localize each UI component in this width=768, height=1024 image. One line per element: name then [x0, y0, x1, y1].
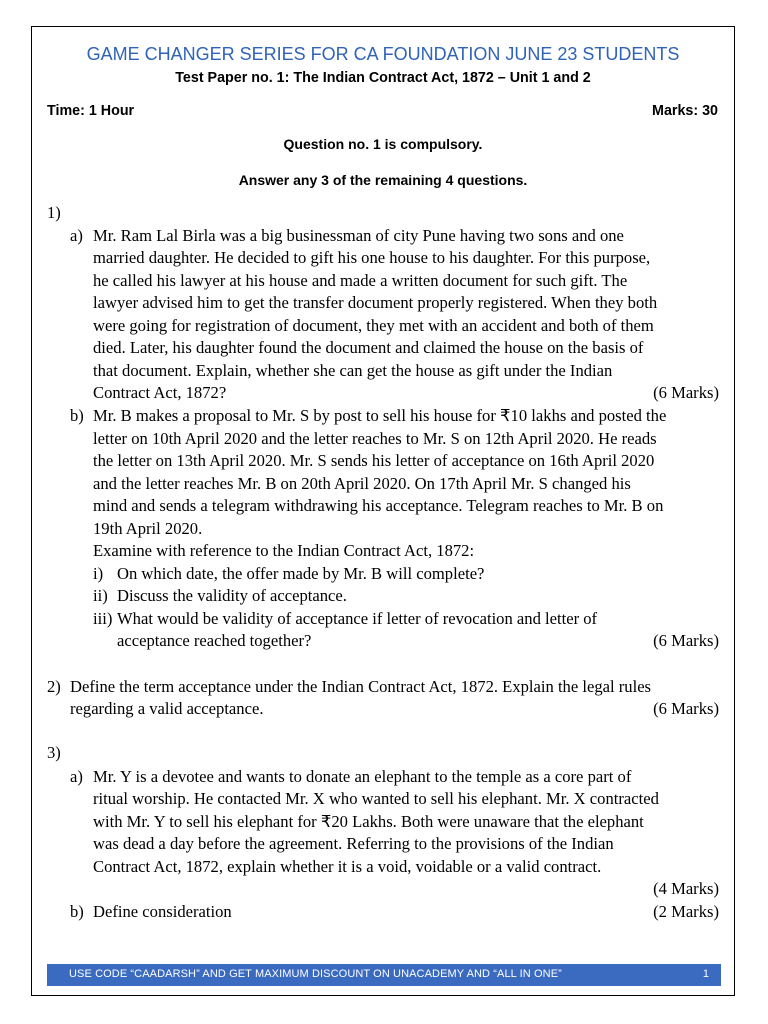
marks-allocation: (4 Marks)	[653, 879, 719, 898]
text-line: and the letter reaches Mr. B on 20th April 2020. On 17th April Mr. S changed his	[93, 474, 631, 493]
marks-allocation: (2 Marks)	[653, 902, 719, 921]
text-line: ritual worship. He contacted Mr. X who wanted to sell his elephant. Mr. X contracted	[93, 789, 659, 808]
marks-label: Marks: 30	[652, 103, 718, 119]
text-line: the letter on 13th April 2020. Mr. S sends his letter of acceptance on 16th April 2020	[93, 451, 655, 470]
footer-promo-text: USE CODE “CAADARSH” AND GET MAXIMUM DISCOUNT ON UNACADEMY AND “ALL IN ONE”	[69, 968, 562, 980]
sub-question-text: acceptance reached together?	[117, 631, 312, 650]
marks-allocation: (6 Marks)	[653, 699, 719, 718]
text-line: were going for registration of document, they met with an accident and both of them	[93, 316, 654, 335]
text-line: Define consideration	[93, 902, 232, 921]
text-line: Contract Act, 1872, explain whether it is a void, voidable or a valid contract.	[93, 857, 602, 876]
sub-question-text: On which date, the offer made by Mr. B will complete?	[117, 564, 485, 583]
text-line: Contract Act, 1872?	[93, 383, 227, 402]
instruction-answer-any: Answer any 3 of the remaining 4 questions.	[238, 172, 528, 188]
page-number: 1	[702, 968, 709, 980]
text-line: was dead a day before the agreement. Referring to the provisions of the Indian	[93, 834, 614, 853]
text-line: Examine with reference to the Indian Contract Act, 1872:	[93, 541, 475, 560]
instruction-compulsory: Question no. 1 is compulsory.	[283, 136, 483, 152]
text-line: Define the term acceptance under the Indian Contract Act, 1872. Explain the legal rules	[70, 677, 652, 696]
part-label: b)	[70, 902, 84, 921]
question-number: 1)	[47, 203, 61, 222]
text-line: with Mr. Y to sell his elephant for ₹20 Lakhs. Both were unaware that the elephant	[93, 812, 644, 831]
text-line: Mr. Ram Lal Birla was a big businessman of city Pune having two sons and one	[93, 226, 624, 245]
sub-question-text: What would be validity of acceptance if letter of revocation and letter of	[117, 609, 598, 628]
question-number: 3)	[47, 743, 61, 762]
text-line: that document. Explain, whether she can get the house as gift under the Indian	[93, 361, 613, 380]
text-line: died. Later, his daughter found the document and claimed the house on the basis of	[93, 338, 644, 357]
text-line: 19th April 2020.	[93, 519, 203, 538]
page-title: GAME CHANGER SERIES FOR CA FOUNDATION JUNE 23 STUDENTS	[86, 44, 680, 64]
text-line: married daughter. He decided to gift his one house to his daughter. For this purpose,	[93, 248, 651, 267]
marks-allocation: (6 Marks)	[653, 383, 719, 402]
sub-label: ii)	[93, 586, 108, 605]
text-line: Mr. Y is a devotee and wants to donate an elephant to the temple as a core part of	[93, 767, 632, 786]
text-line: regarding a valid acceptance.	[70, 699, 264, 718]
time-label: Time: 1 Hour	[47, 103, 135, 119]
text-line: he called his lawyer at his house and made a written document for such gift. The	[93, 271, 628, 290]
part-label: b)	[70, 406, 84, 425]
page-subtitle: Test Paper no. 1: The Indian Contract Act, 1872 – Unit 1 and 2	[175, 70, 591, 86]
text-line: letter on 10th April 2020 and the letter reaches to Mr. S on 12th April 2020. He reads	[93, 429, 657, 448]
text-line: mind and sends a telegram withdrawing his acceptance. Telegram reaches to Mr. B on	[93, 496, 664, 515]
footer-banner	[47, 964, 721, 986]
marks-allocation: (6 Marks)	[653, 631, 719, 650]
sub-label: i)	[93, 564, 104, 583]
part-label: a)	[70, 226, 83, 245]
question-number: 2)	[47, 677, 61, 696]
text-line: Mr. B makes a proposal to Mr. S by post to sell his house for ₹10 lakhs and posted the	[93, 406, 667, 425]
text-line: lawyer advised him to get the transfer document properly registered. When they both	[93, 293, 658, 312]
part-label: a)	[70, 767, 83, 786]
sub-label: iii)	[93, 609, 113, 628]
sub-question-text: Discuss the validity of acceptance.	[117, 586, 347, 605]
